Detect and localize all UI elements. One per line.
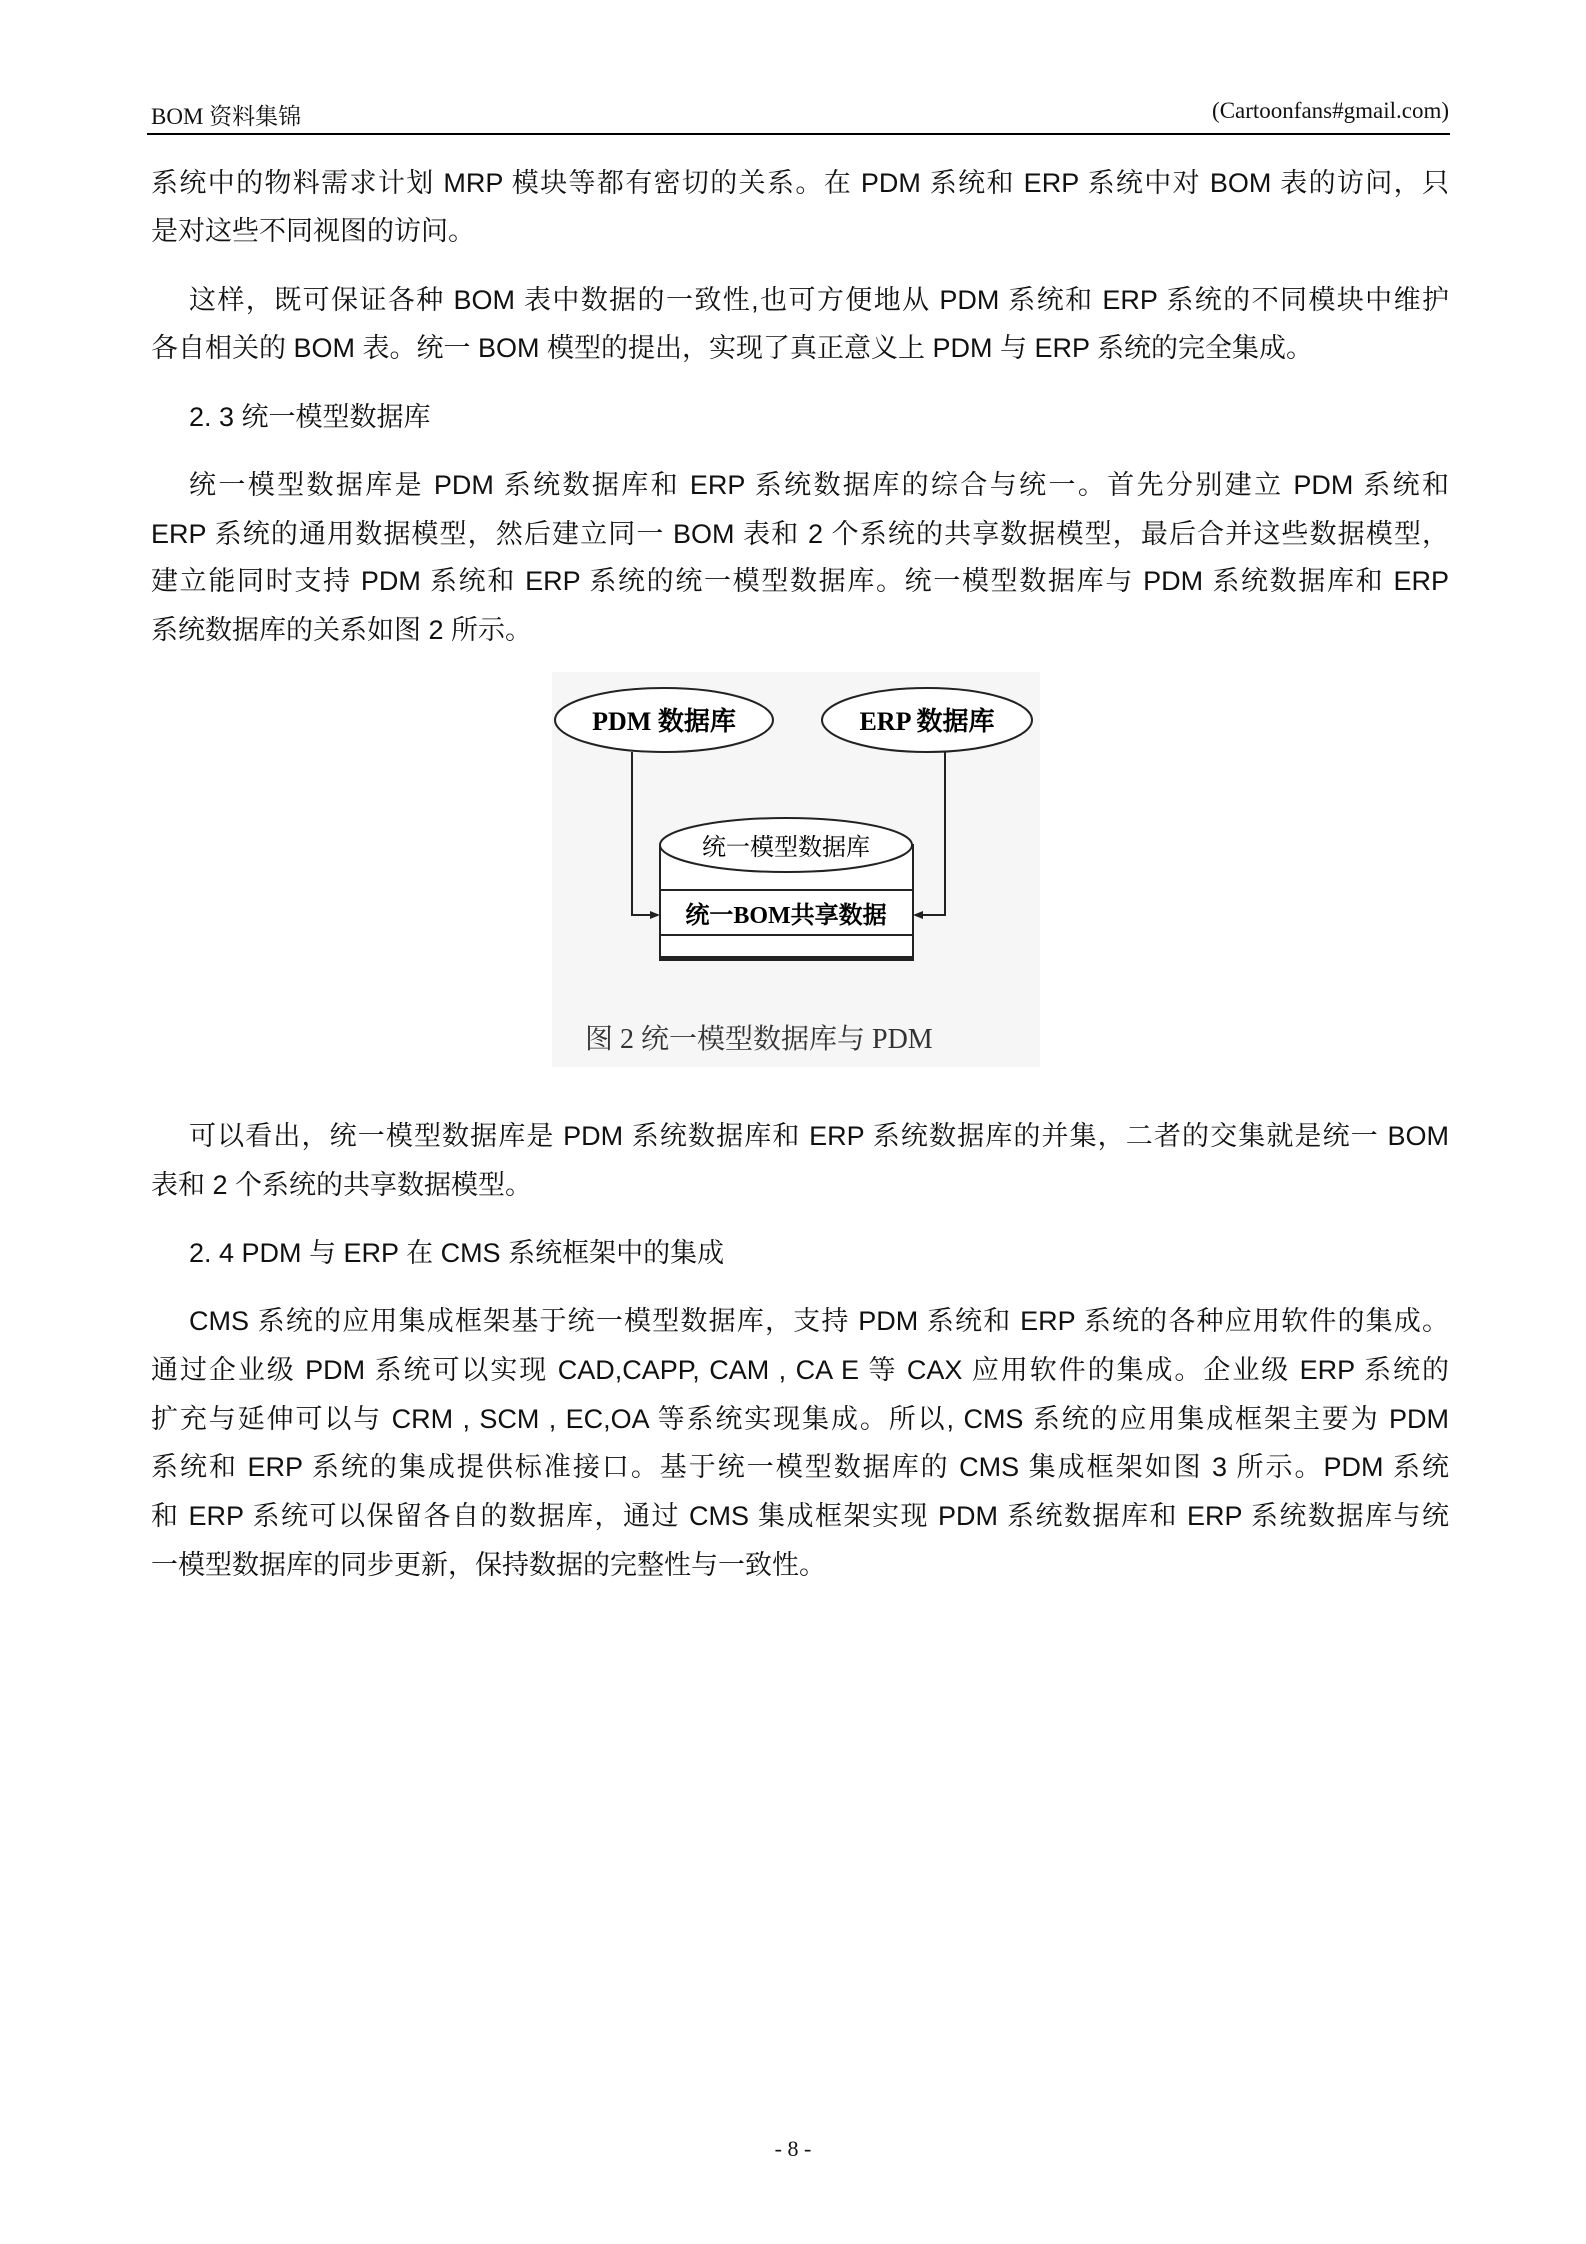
text-line: 系统数据库的关系如图 2 所示。 — [151, 615, 533, 645]
text-line: 可以看出，统一模型数据库是 PDM 系统数据库和 ERP 系统数据库的并集，二者的交集就是统一 BOM — [189, 1121, 1449, 1151]
unified-db-label: 统一模型数据库 — [702, 835, 870, 861]
page-number: - 8 - — [774, 2136, 812, 2161]
section-heading-2-4: 2. 4 PDM 与 ERP 在 CMS 系统框架中的集成 — [189, 1238, 725, 1268]
text-line: 各自相关的 BOM 表。统一 BOM 模型的提出，实现了真正意义上 PDM 与 ERP 系统的完全集成。 — [151, 333, 1314, 363]
section-heading-2-3: 2. 3 统一模型数据库 — [189, 402, 431, 432]
text-line: 系统和 ERP 系统的集成提供标准接口。基于统一模型数据库的 CMS 集成框架如图 3 所示。PDM 系统 — [151, 1452, 1449, 1482]
text-line: 和 ERP 系统可以保留各自的数据库，通过 CMS 集成框架实现 PDM 系统数据库和 ERP 系统数据库与统 — [151, 1501, 1449, 1531]
text-line: 这样，既可保证各种 BOM 表中数据的一致性,也可方便地从 PDM 系统和 ERP 系统的不同模块中维护 — [189, 285, 1449, 315]
figure-caption: 图 2 统一模型数据库与 PDM — [585, 1024, 933, 1055]
text-line: 一模型数据库的同步更新，保持数据的完整性与一致性。 — [151, 1550, 826, 1580]
text-line: 统一模型数据库是 PDM 系统数据库和 ERP 系统数据库的综合与统一。首先分别建立 PDM 系统和 — [189, 470, 1449, 500]
text-line: ERP 系统的通用数据模型，然后建立同一 BOM 表和 2 个系统的共享数据模型，最后合并这些数据模型， — [151, 519, 1449, 549]
text-line: 建立能同时支持 PDM 系统和 ERP 系统的统一模型数据库。统一模型数据库与 PDM 系统数据库和 ERP — [151, 566, 1449, 596]
erp-db-label: ERP 数据库 — [859, 707, 995, 736]
header-left: BOM 资料集锦 — [151, 104, 302, 129]
text-line: 通过企业级 PDM 系统可以实现 CAD,CAPP, CAM , CA E 等 CAX 应用软件的集成。企业级 ERP 系统的 — [151, 1355, 1449, 1385]
text-line: 是对这些不同视图的访问。 — [151, 216, 475, 246]
header-rule — [147, 133, 1450, 135]
text-line: 扩充与延伸可以与 CRM , SCM , EC,OA 等系统实现集成。所以, CMS 系统的应用集成框架主要为 PDM — [151, 1404, 1449, 1434]
pdm-db-label: PDM 数据库 — [592, 707, 736, 736]
header-right: (Cartoonfans#gmail.com) — [1212, 98, 1449, 123]
shared-bom-label: 统一BOM共享数据 — [685, 903, 887, 929]
figure-2-diagram — [540, 670, 1060, 1080]
text-line: 表和 2 个系统的共享数据模型。 — [151, 1170, 533, 1200]
text-line: 系统中的物料需求计划 MRP 模块等都有密切的关系。在 PDM 系统和 ERP 系统中对 BOM 表的访问，只 — [151, 168, 1449, 198]
text-line: CMS 系统的应用集成框架基于统一模型数据库，支持 PDM 系统和 ERP 系统的各种应用软件的集成。 — [189, 1306, 1449, 1336]
